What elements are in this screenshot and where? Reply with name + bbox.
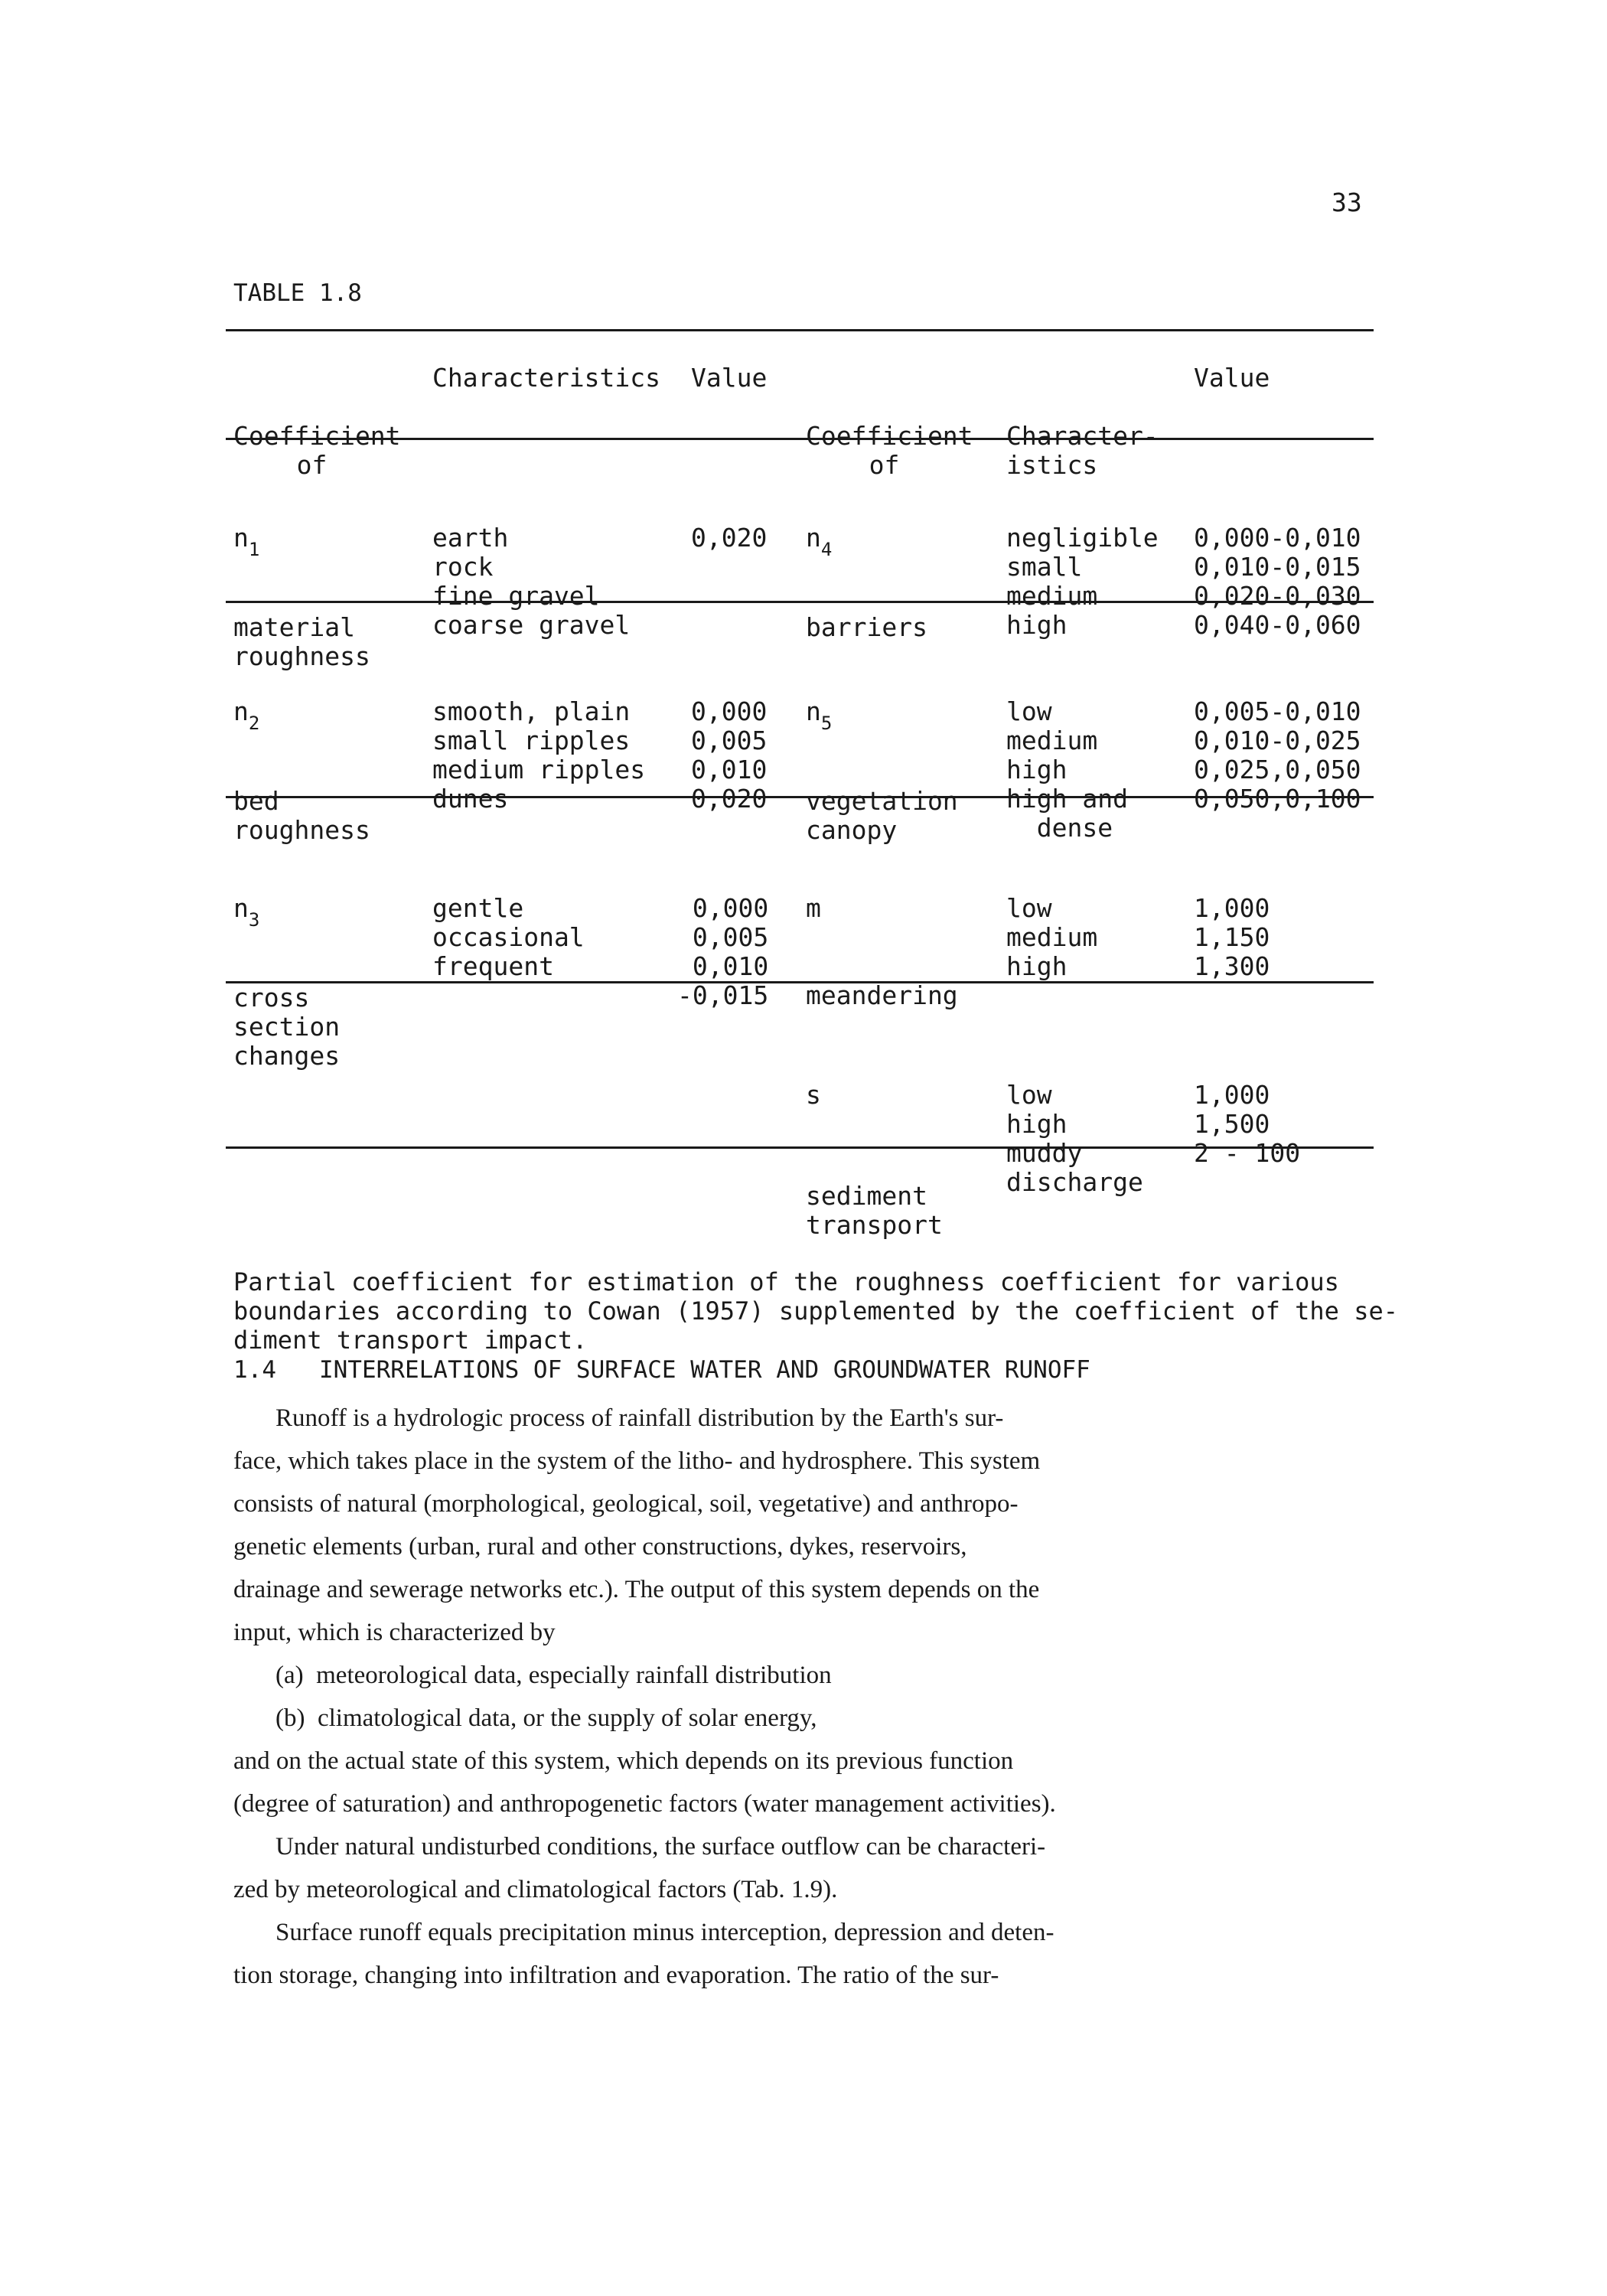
row1-values: 0,020 [691, 523, 768, 553]
body-line: (degree of saturation) and anthropogenetic factors (water management activities). [233, 1790, 1056, 1818]
body-line: input, which is characterized by [233, 1619, 556, 1646]
body-line: and on the actual state of this system, which depends on its previous function [233, 1747, 1014, 1775]
body-line: Surface runoff equals precipitation minus interception, depression and deten- [275, 1919, 1054, 1946]
section-heading: 1.4 INTERRELATIONS OF SURFACE WATER AND GROUNDWATER RUNOFF [233, 1356, 1090, 1384]
body-text [233, 1397, 1397, 1997]
row1-values-2: 0,000-0,010 0,010-0,015 0,020-0,030 0,040-0,060 [1194, 523, 1361, 640]
table-caption: Partial coefficient for estimation of the roughness coefficient for various boundaries according to Cowan (1957) supplemented by the coefficient of the se- diment transport impact. [233, 1267, 1398, 1355]
body-line: Under natural undisturbed conditions, the surface outflow can be characteri- [275, 1833, 1046, 1861]
row3-coefficient-2: m meandering [806, 893, 958, 1010]
body-line: drainage and sewerage networks etc.). The output of this system depends on the [233, 1576, 1040, 1603]
row2-characteristics: smooth, plain small ripples medium ripples dunes [432, 696, 646, 814]
row1-coefficient-2: $n_4$ barriers [806, 523, 927, 642]
row1-coefficient: $n_1$ material roughness [233, 523, 370, 671]
page-number: 33 [1332, 188, 1362, 217]
row1-characteristics-2: negligible small medium high [1006, 523, 1159, 640]
row2-coefficient-2: $n_5$ vegetation canopy [806, 696, 958, 845]
row4-coefficient-2: s sediment transport [806, 1080, 943, 1240]
row1-characteristics: earth rock fine gravel coarse gravel [432, 523, 631, 640]
table-top-rule [226, 329, 1374, 331]
table-label: TABLE 1.8 [233, 279, 362, 307]
row3-values: 0,000 0,005 0,010 -0,015 [677, 893, 769, 1010]
row2-characteristics-2: low medium high high and dense [1006, 696, 1128, 843]
body-line: tion storage, changing into infiltration and evaporation. The ratio of the sur- [233, 1962, 999, 1989]
body-line: face, which takes place in the system of the litho- and hydrosphere. This system [233, 1447, 1041, 1475]
header-coefficient-1: Coefficient of [233, 421, 401, 480]
header-value-1: Value [691, 363, 768, 393]
header-coefficient-2: Coefficient of [806, 421, 973, 480]
list-item: (a) meteorological data, especially rainfall distribution [275, 1662, 832, 1689]
row2-values: 0,000 0,005 0,010 0,020 [691, 696, 768, 814]
header-value-2: Value [1194, 363, 1270, 393]
body-line: consists of natural (morphological, geological, soil, vegetative) and anthropo- [233, 1490, 1019, 1518]
body-line: zed by meteorological and climatological factors (Tab. 1.9). [233, 1876, 838, 1903]
row3-characteristics: gentle occasional frequent [432, 893, 585, 981]
row2-values-2: 0,005-0,010 0,010-0,025 0,025,0,050 0,050,0,100 [1194, 696, 1361, 814]
row4-values-2: 1,000 1,500 2 - 100 [1194, 1080, 1301, 1168]
body-line: Runoff is a hydrologic process of rainfall distribution by the Earth's sur- [275, 1404, 1004, 1432]
row3-coefficient: $n_3$ cross section changes [233, 893, 341, 1071]
row3-values-2: 1,000 1,150 1,300 [1194, 893, 1270, 981]
row3-characteristics-2: low medium high [1006, 893, 1098, 981]
body-line: genetic elements (urban, rural and other constructions, dykes, reservoirs, [233, 1533, 967, 1561]
row2-coefficient: $n_2$ bed roughness [233, 696, 370, 845]
header-characteristics-1: Characteristics [432, 363, 661, 393]
header-characteristics-2: Character- istics [1006, 421, 1159, 480]
row4-characteristics-2: low high muddy discharge [1006, 1080, 1143, 1197]
list-item: (b) climatological data, or the supply of solar energy, [275, 1704, 817, 1732]
